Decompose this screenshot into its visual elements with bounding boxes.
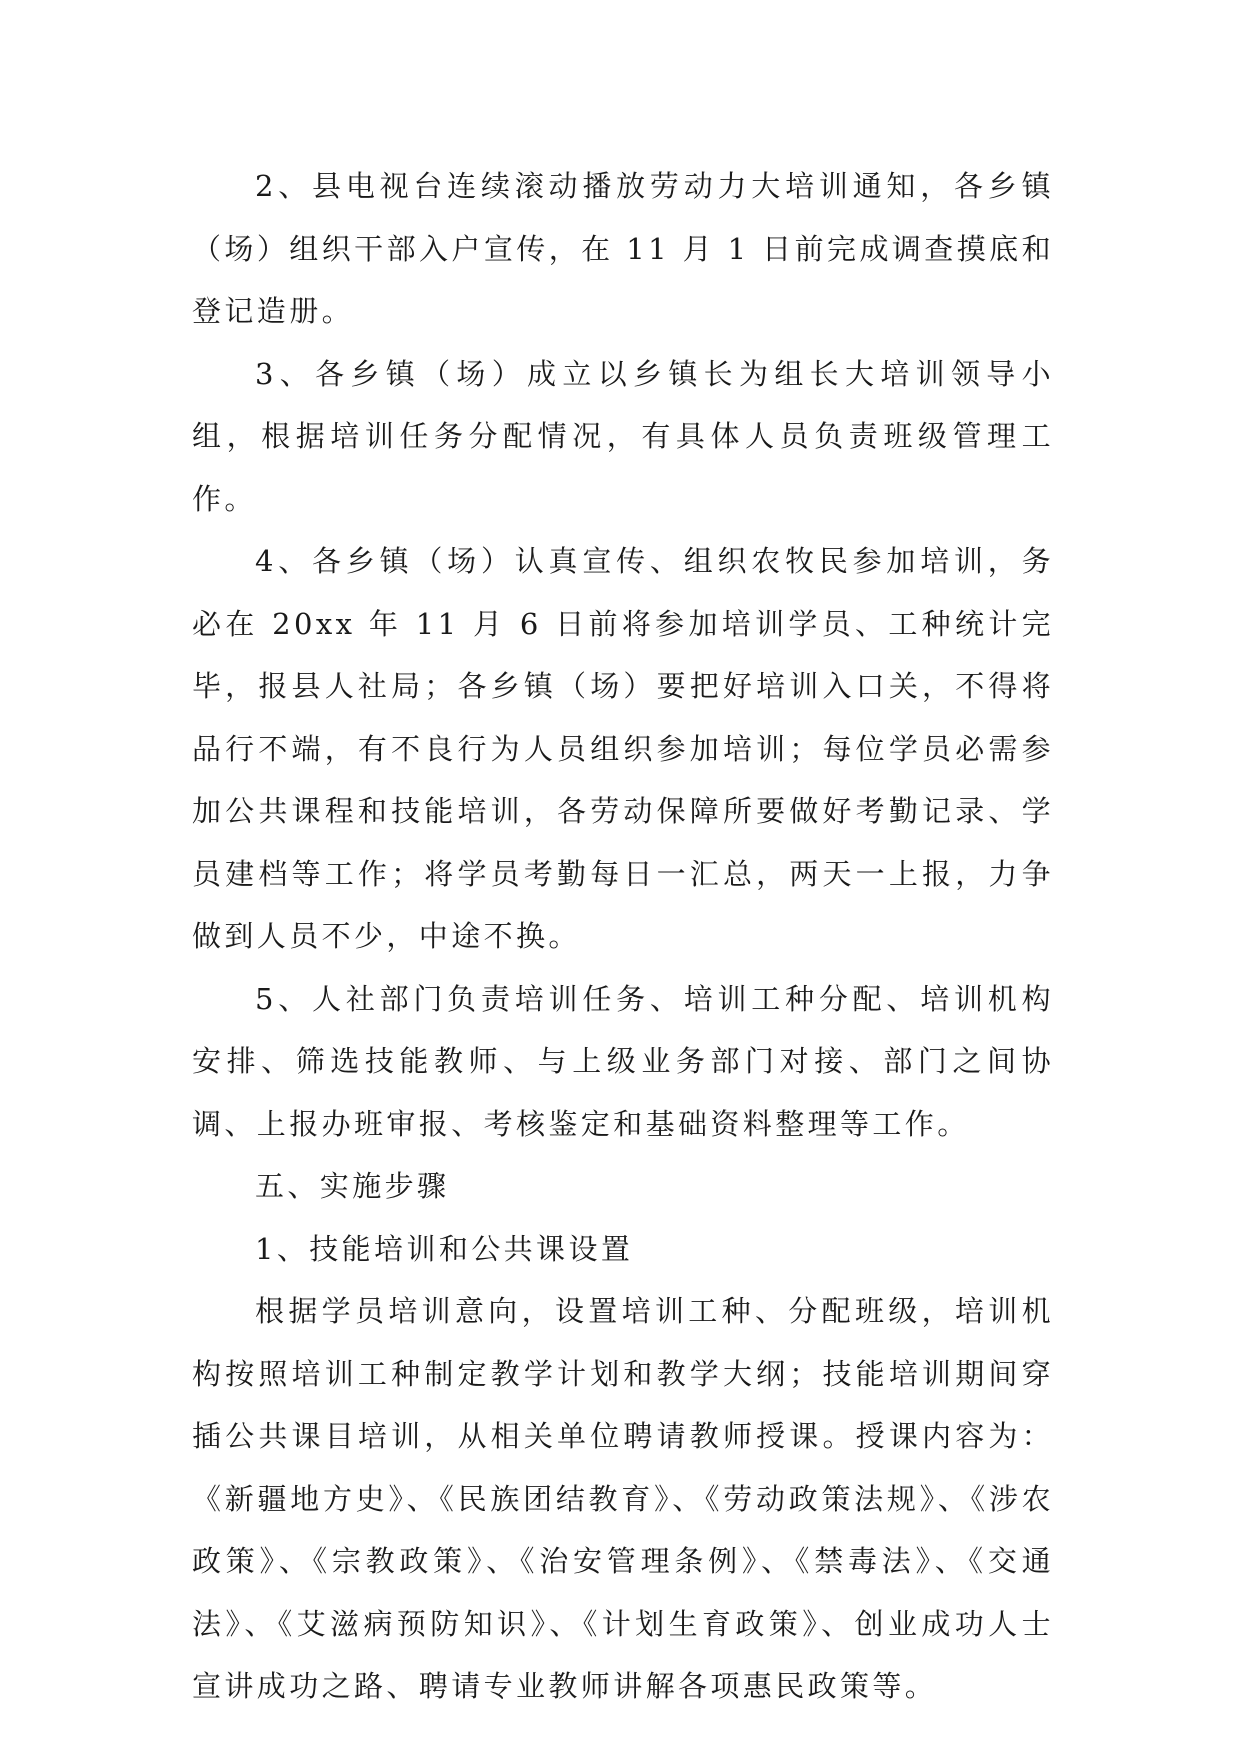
paragraph-course-content: 根据学员培训意向，设置培训工种、分配班级，培训机构按照培训工种制定教学计划和教学大纲；技能培训期间穿插公共课目培训，从相关单位聘请教师授课。授课内容为：《新疆地方史》、《民族团结教育》、《劳动政策法规》、《涉农政策》、《宗教政策》、《治安管理条例》、《禁毒法》、《交通法》、《艾滋病预防知识》、《计划生育政策》、创业成功人士宣讲成功之路、聘请专业教师讲解各项惠民政策等。	[192, 1294, 1054, 1703]
paragraph-tv-notice: 2、县电视台连续滚动播放劳动力大培训通知，各乡镇（场）组织干部入户宣传，在 11 月 1 日前完成调查摸底和登记造册。	[192, 169, 1054, 328]
paragraph-organize-training: 4、各乡镇（场）认真宣传、组织农牧民参加培训，务必在 20xx 年 11 月 6 日前将参加培训学员、工种统计完毕，报县人社局；各乡镇（场）要把好培训入口关，不得将品行不端，有不良行为人员组织参加培训；每位学员必需参加公共课程和技能培训，各劳动保障所要做好考勤记录、学员建档等工作；将学员考勤每日一汇总，两天一上报，力争做到人员不少，中途不换。	[192, 544, 1054, 953]
section-heading-implementation-steps: 五、实施步骤	[255, 1169, 450, 1203]
paragraph-leadership-group: 3、各乡镇（场）成立以乡镇长为组长大培训领导小组，根据培训任务分配情况，有具体人员负责班级管理工作。	[192, 356, 1054, 516]
document-body	[192, 155, 1054, 1718]
subheading-skills-and-public-courses: 1、技能培训和公共课设置	[255, 1231, 634, 1266]
paragraph-hr-department: 5、人社部门负责培训任务、培训工种分配、培训机构安排、筛选技能教师、与上级业务部门对接、部门之间协调、上报办班审报、考核鉴定和基础资料整理等工作。	[192, 981, 1054, 1141]
